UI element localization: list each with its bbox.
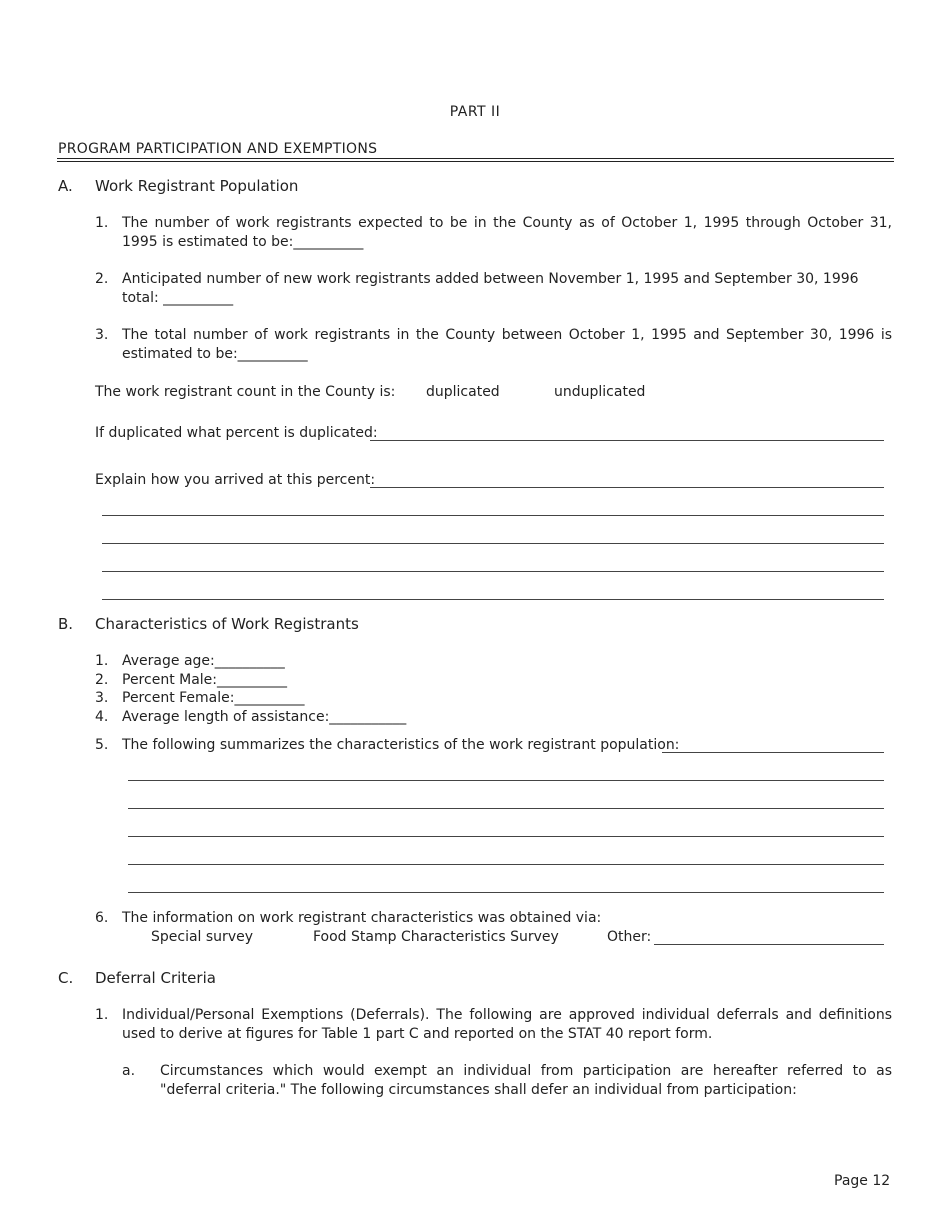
characteristics-field-line-5[interactable]: [128, 864, 884, 865]
characteristics-field-line-2[interactable]: [128, 780, 884, 781]
characteristics-field-line-6[interactable]: [128, 892, 884, 893]
c-item-a-num: a.: [122, 1063, 136, 1079]
explain-field-line-3[interactable]: [102, 543, 884, 544]
option-unduplicated[interactable]: unduplicated: [554, 384, 646, 400]
b-item-1-text: Average age:__________: [122, 653, 285, 669]
explain-field-line-4[interactable]: [102, 571, 884, 572]
option-duplicated[interactable]: duplicated: [426, 384, 500, 400]
b-item-6-text: The information on work registrant characteristics was obtained via:: [122, 910, 602, 926]
b-item-5-text: The following summarizes the characteristics of the work registrant population:: [122, 737, 680, 753]
option-special-survey[interactable]: Special survey: [151, 929, 253, 945]
a-item-3-text: The total number of work registrants in the County between October 1, 1995 and September 30, 1996 is estimated to be:__________: [122, 327, 892, 362]
duplicated-percent-label: If duplicated what percent is duplicated:: [95, 425, 378, 441]
a-item-2-text: Anticipated number of new work registrants added between November 1, 1995 and September 30, 1996 total: __________: [122, 271, 859, 306]
other-source-field[interactable]: [654, 944, 884, 945]
explain-field-line-2[interactable]: [102, 515, 884, 516]
characteristics-field-line-4[interactable]: [128, 836, 884, 837]
a-item-1-num: 1.: [95, 215, 109, 231]
c-item-1-text: Individual/Personal Exemptions (Deferrals). The following are approved individual deferrals and definitions used to derive at figures for Table 1 part C and reported on the STAT 40 report form.: [122, 1007, 892, 1042]
section-a-heading: Work Registrant Population: [95, 177, 299, 195]
b-item-5-num: 5.: [95, 737, 109, 753]
characteristics-field-line-1[interactable]: [662, 752, 884, 753]
c-item-a-text: Circumstances which would exempt an individual from participation are hereafter referred to as "deferral criteria." The following circumstances shall defer an individual from participation:: [160, 1063, 892, 1098]
count-label: The work registrant count in the County is:: [95, 384, 396, 400]
part-heading: PART II: [449, 104, 501, 120]
duplicated-percent-field[interactable]: [370, 440, 884, 441]
title-rule-bottom: [57, 161, 894, 162]
explain-field-line-1[interactable]: [370, 487, 884, 488]
title-rule-top: [57, 158, 894, 159]
section-b-heading: Characteristics of Work Registrants: [95, 615, 359, 633]
b-item-1-num: 1.: [95, 653, 109, 669]
section-b-letter: B.: [58, 615, 74, 633]
section-c-letter: C.: [58, 969, 74, 987]
a-item-1-text: The number of work registrants expected to be in the County as of October 1, 1995 through October 31, 1995 is estimated to be:__________: [122, 215, 892, 250]
option-food-stamp-survey[interactable]: Food Stamp Characteristics Survey: [313, 929, 559, 945]
a-item-2-num: 2.: [95, 271, 109, 287]
explain-label: Explain how you arrived at this percent:: [95, 472, 376, 488]
page-number: Page 12: [834, 1173, 891, 1189]
b-item-2-text: Percent Male:__________: [122, 672, 288, 688]
b-item-3-num: 3.: [95, 690, 109, 706]
b-item-4-text: Average length of assistance:___________: [122, 709, 407, 725]
section-c-heading: Deferral Criteria: [95, 969, 216, 987]
b-item-2-num: 2.: [95, 672, 109, 688]
explain-field-line-5[interactable]: [102, 599, 884, 600]
b-item-6-num: 6.: [95, 910, 109, 926]
b-item-4-num: 4.: [95, 709, 109, 725]
option-other[interactable]: Other:: [607, 929, 652, 945]
section-a-letter: A.: [58, 177, 73, 195]
b-item-3-text: Percent Female:__________: [122, 690, 305, 706]
characteristics-field-line-3[interactable]: [128, 808, 884, 809]
a-item-3-num: 3.: [95, 327, 109, 343]
c-item-1-num: 1.: [95, 1007, 109, 1023]
page-title: PROGRAM PARTICIPATION AND EXEMPTIONS: [58, 141, 378, 157]
